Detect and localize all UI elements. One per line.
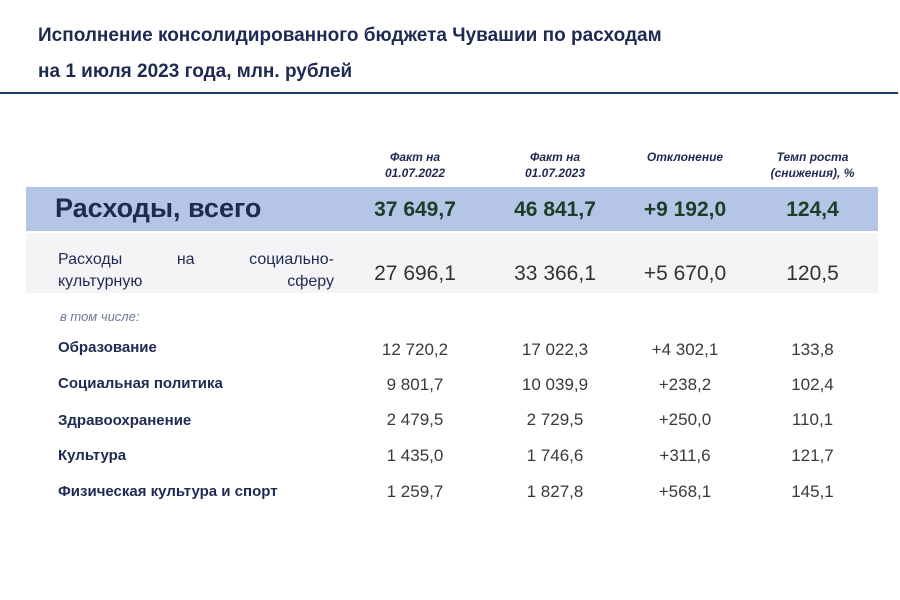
header-growth-line-1: Темп роста [776, 150, 849, 164]
row-fact-2023: 2 729,5 [526, 410, 584, 429]
header-deviation-label: Отклонение [646, 150, 724, 164]
row-label-healthcare: Здравоохранение [58, 412, 192, 429]
row-fact-2022: 1 259,7 [386, 482, 444, 501]
header-fact-2022-line-1: Факт на [389, 150, 441, 164]
row-label-culture: Культура [58, 447, 127, 464]
header-fact-2023 [490, 149, 620, 181]
row-growth: 121,7 [791, 446, 834, 465]
row-deviation: +311,6 [659, 446, 711, 465]
social-row-label-line-1: Расходы на социально- [58, 251, 334, 268]
row-deviation: +568,1 [658, 482, 712, 501]
row-growth: 102,4 [791, 375, 834, 394]
total-growth: 124,4 [786, 198, 839, 221]
row-fact-2023: 17 022,3 [521, 340, 589, 359]
row-fact-2022: 1 435,0 [386, 446, 444, 465]
header-growth [750, 149, 875, 181]
total-fact-2022: 37 649,7 [374, 198, 456, 221]
row-growth: 145,1 [791, 482, 834, 501]
row-label-sport: Физическая культура и спорт [58, 483, 278, 500]
total-fact-2023: 46 841,7 [514, 198, 596, 221]
page-title-line-2: на 1 июля 2023 года, млн. рублей [38, 61, 353, 82]
row-deviation: +4 302,1 [651, 340, 719, 359]
header-fact-2022-line-2: 01.07.2022 [384, 166, 446, 180]
social-growth: 120,5 [786, 262, 839, 285]
title-divider [0, 92, 898, 94]
row-fact-2023: 1 827,8 [526, 482, 584, 501]
row-deviation: +238,2 [658, 375, 712, 394]
header-deviation [620, 149, 750, 165]
including-label: в том числе: [60, 309, 140, 324]
header-fact-2023-line-2: 01.07.2023 [524, 166, 586, 180]
row-label-education: Образование [58, 339, 157, 356]
row-fact-2022: 12 720,2 [381, 340, 449, 359]
row-label-social-policy: Социальная политика [58, 375, 223, 392]
row-growth: 133,8 [791, 340, 834, 359]
header-fact-2022 [350, 149, 480, 181]
social-fact-2023: 33 366,1 [514, 262, 596, 285]
row-fact-2022: 9 801,7 [386, 375, 444, 394]
social-row-label-line-2: культурную сферу [58, 273, 334, 290]
social-fact-2022: 27 696,1 [374, 262, 456, 285]
header-fact-2023-line-1: Факт на [529, 150, 581, 164]
social-deviation: +5 670,0 [643, 262, 727, 285]
page-title-line-1: Исполнение консолидированного бюджета Чувашии по расходам [38, 25, 662, 46]
row-fact-2023: 1 746,6 [526, 446, 584, 465]
row-fact-2022: 2 479,5 [386, 410, 444, 429]
row-fact-2023: 10 039,9 [521, 375, 589, 394]
total-deviation: +9 192,0 [643, 198, 727, 221]
row-deviation: +250,0 [658, 410, 712, 429]
social-row-label [58, 249, 334, 293]
row-growth: 110,1 [791, 410, 834, 429]
header-growth-line-2: (снижения), % [770, 166, 855, 180]
total-row-label: Расходы, всего [55, 193, 262, 223]
